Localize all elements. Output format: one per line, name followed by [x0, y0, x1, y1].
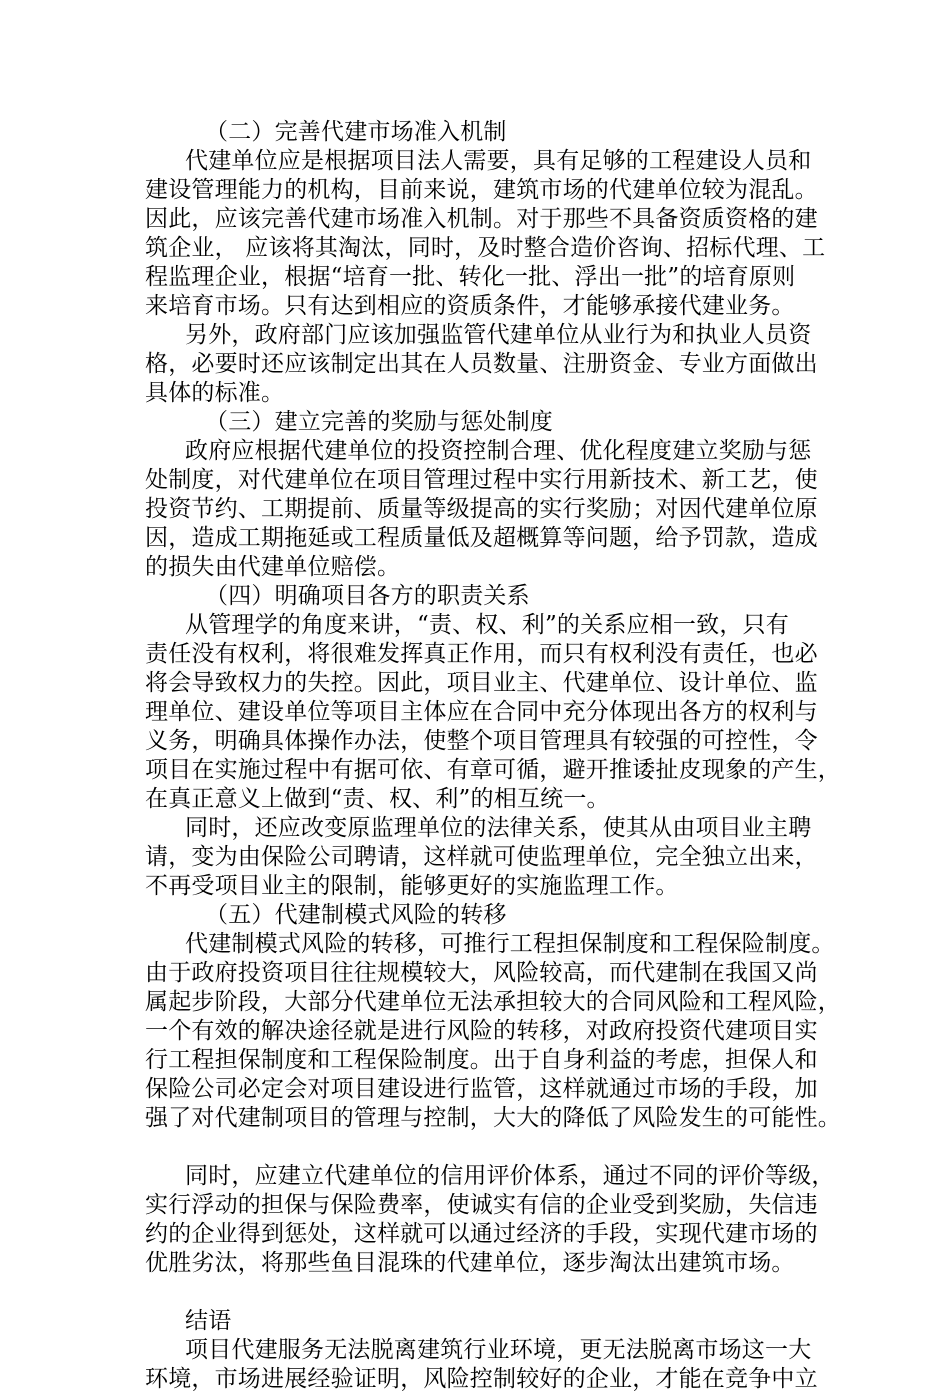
text-line: 责任没有权利，将很难发挥真正作用，而只有权利没有责任，也必 [145, 641, 818, 667]
text-line: 具体的标准。 [145, 380, 285, 406]
text-line: 优胜劣汰，将那些鱼目混珠的代建单位，逐步淘汰出建筑市场。 [145, 1250, 795, 1276]
text-line: 因此，应该完善代建市场准入机制。对于那些不具备资质资格的建 [145, 206, 818, 232]
blank-line [145, 1278, 810, 1307]
text-line: （二）完善代建市场准入机制 [205, 119, 507, 145]
blank-line [145, 1133, 810, 1162]
text-line: 来培育市场。只有达到相应的资质条件，才能够承接代建业务。 [145, 293, 795, 319]
text-line: 代建制模式风险的转移，可推行工程担保制度和工程保险制度。 [185, 931, 835, 957]
text-line: 一个有效的解决途径就是进行风险的转移，对政府投资代建项目实 [145, 1018, 818, 1044]
text-line: 投资节约、工期提前、质量等级提高的实行奖励；对因代建单位原 [145, 496, 818, 522]
text-line: 保险公司必定会对项目建设进行监管，这样就通过市场的手段，加 [145, 1076, 818, 1102]
text-line: （五）代建制模式风险的转移 [205, 902, 507, 928]
document-body [145, 118, 841, 1394]
text-line: 项目在实施过程中有据可依、有章可循，避开推诿扯皮现象的产生， [145, 757, 841, 783]
text-line: 将会导致权力的失控。因此，项目业主、代建单位、设计单位、监 [145, 670, 818, 696]
text-line: 在真正意义上做到“责、权、利”的相互统一。 [145, 786, 610, 812]
text-line: 环境，市场进展经验证明，风险控制较好的企业，才能在竞争中立 [145, 1366, 818, 1392]
text-line: 实行浮动的担保与保险费率，使诚实有信的企业受到奖励，失信违 [145, 1192, 818, 1218]
text-line: 处制度，对代建单位在项目管理过程中实行用新技术、新工艺，使 [145, 467, 818, 493]
text-line: 同时，应建立代建单位的信用评价体系，通过不同的评价等级， [185, 1163, 835, 1189]
text-line: 从管理学的角度来讲，“责、权、利”的关系应相一致，只有 [185, 612, 789, 638]
text-line: 结语 [185, 1308, 232, 1334]
text-line: 格，必要时还应该制定出其在人员数量、注册资金、专业方面做出 [145, 351, 818, 377]
text-line: 属起步阶段，大部分代建单位无法承担较大的合同风险和工程风险， [145, 989, 841, 1015]
text-line: 行工程担保制度和工程保险制度。出于自身利益的考虑，担保人和 [145, 1047, 818, 1073]
text-line: 理单位、建设单位等项目主体应在合同中充分体现出各方的权利与 [145, 699, 818, 725]
text-line: 另外，政府部门应该加强监管代建单位从业行为和执业人员资 [185, 322, 812, 348]
text-line: 由于政府投资项目往往规模较大，风险较高，而代建制在我国又尚 [145, 960, 818, 986]
text-line: 建设管理能力的机构，目前来说，建筑市场的代建单位较为混乱。 [145, 177, 818, 203]
text-line: 程监理企业，根据“培育一批、转化一批、浮出一批”的培育原则 [145, 264, 796, 290]
text-line: （三）建立完善的奖励与惩处制度 [205, 409, 553, 435]
text-line: 不再受项目业主的限制，能够更好的实施监理工作。 [145, 873, 679, 899]
text-line: 强了对代建制项目的管理与控制，大大的降低了风险发生的可能性。 [145, 1105, 841, 1131]
text-line: 同时，还应改变原监理单位的法律关系，使其从由项目业主聘 [185, 815, 812, 841]
text-line: 项目代建服务无法脱离建筑行业环境，更无法脱离市场这一大 [185, 1337, 812, 1363]
text-line: 因，造成工期拖延或工程质量低及超概算等问题，给予罚款，造成 [145, 525, 818, 551]
text-line: 政府应根据代建单位的投资控制合理、优化程度建立奖励与惩 [185, 438, 812, 464]
text-line: 筑企业， 应该将其淘汰，同时，及时整合造价咨询、招标代理、工 [145, 235, 826, 261]
text-line: 约的企业得到惩处，这样就可以通过经济的手段，实现代建市场的 [145, 1221, 818, 1247]
text-line: 义务，明确具体操作办法，使整个项目管理具有较强的可控性，令 [145, 728, 818, 754]
text-line: （四）明确项目各方的职责关系 [205, 583, 530, 609]
text-line: 的损失由代建单位赔偿。 [145, 554, 401, 580]
text-line: 请，变为由保险公司聘请，这样就可使监理单位，完全独立出来， [145, 844, 818, 870]
text-line: 代建单位应是根据项目法人需要，具有足够的工程建设人员和 [185, 148, 812, 174]
